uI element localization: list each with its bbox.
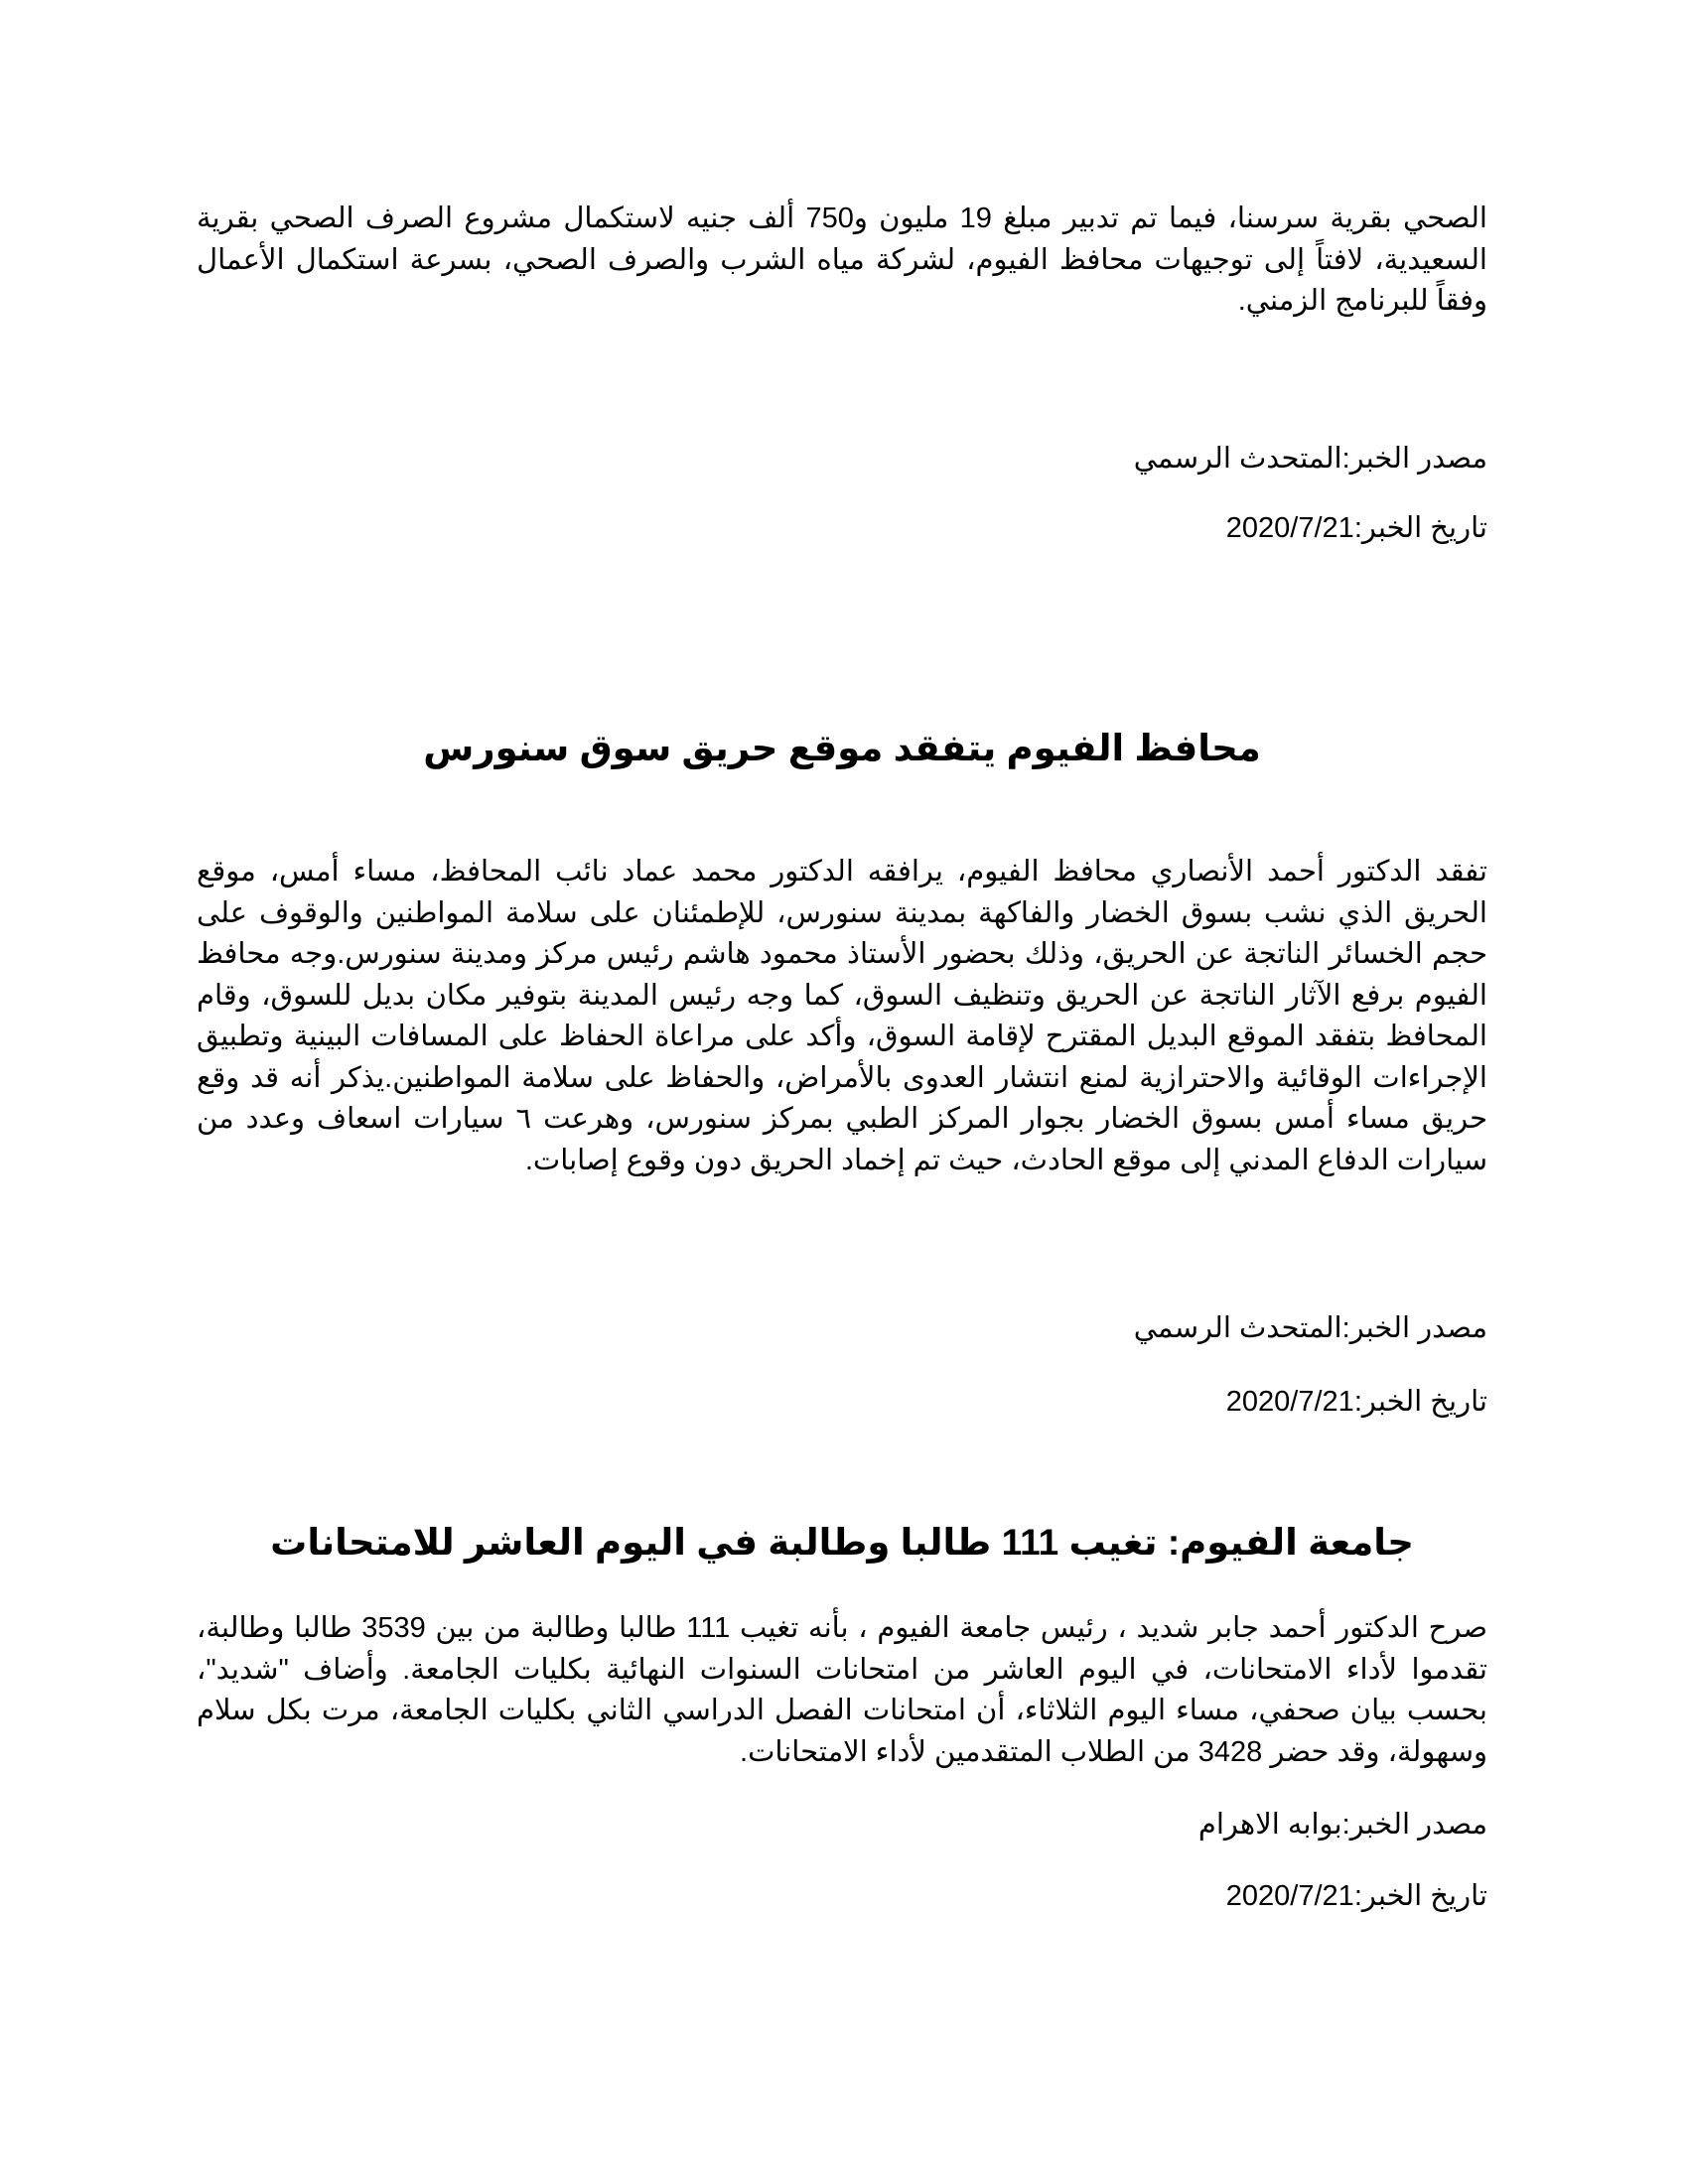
article1-date [197, 1382, 1487, 1423]
article2-date [197, 1876, 1487, 1917]
article2-source-text: مصدر الخبر:بوابه الاهرام [1197, 1809, 1487, 1841]
document-page [197, 0, 1487, 2184]
intro-date-text: تاريخ الخبر:2020/7/21 [1225, 512, 1487, 544]
intro-source-text: مصدر الخبر:المتحدث الرسمي [1133, 443, 1487, 475]
article2-body: صرح الدكتور أحمد جابر شديد ، رئيس جامعة الفيوم ، بأنه تغيب 111 طالبا وطالبة من بين 3539 طالبا وطالبة، تقدموا لأداء الامتحانات، في اليوم العاشر من امتحانات السنوات النهائية بكليات الجامعة. وأضاف "شديد"، بحسب بيان صحفي، مساء اليوم الثلاثاء، أن امتحانات الفصل الدراسي الثاني بكليات الجامعة، مرت بكل سلام وسهولة، وقد حضر 3428 من الطلاب المتقدمين لأداء الامتحانات. [197, 1612, 1487, 1768]
article1-title: محافظ الفيوم يتفقد موقع حريق سوق سنورس [423, 728, 1261, 768]
article2-date-text: تاريخ الخبر:2020/7/21 [1225, 1880, 1487, 1912]
article1-body: تفقد الدكتور أحمد الأنصاري محافظ الفيوم، يرافقه الدكتور محمد عماد نائب المحافظ، مساء أمس، موقع الحريق الذي نشب بسوق الخضار والفاكهة بمدينة سنورس، للإطمئنان على سلامة المواطنين والوقوف على حجم الخسائر الناتجة عن الحريق، وذلك بحضور الأستاذ محمود هاشم رئيس مركز ومدينة سنورس.وجه محافظ الفيوم برفع الآثار الناتجة عن الحريق وتنظيف السوق، كما وجه رئيس المدينة بتوفير مكان بديل للسوق، وقام المحافظ بتفقد الموقع البديل المقترح لإقامة السوق، وأكد على مراعاة الحفاظ على المسافات البينية وتطبيق الإجراءات الوقائية والاحترازية لمنع انتشار العدوى بالأمراض، والحفاظ على سلامة المواطنين.يذكر أنه قد وقع حريق مساء أمس بسوق الخضار بجوار المركز الطبي بمركز سنورس، وهرعت ٦ سيارات اسعاف وعدد من سيارات الدفاع المدني إلى موقع الحادث، حيث تم إخماد الحريق دون وقوع إصابات. [197, 856, 1488, 1176]
article1-source-text: مصدر الخبر:المتحدث الرسمي [1133, 1312, 1487, 1344]
intro-source [197, 439, 1487, 479]
article1-date-text: تاريخ الخبر:2020/7/21 [1225, 1386, 1487, 1418]
article2-source [197, 1805, 1487, 1845]
intro-paragraph: الصحي بقرية سرسنا، فيما تم تدبير مبلغ 19 مليون و750 ألف جنيه لاستكمال مشروع الصرف الصحي بقرية السعيدية، لافتاً إلى توجيهات محافظ الفيوم، لشركة مياه الشرب والصرف الصحي، بسرعة استكمال الأعمال وفقاً للبرنامج الزمني. [197, 203, 1487, 317]
article2-title: جامعة الفيوم: تغيب 111 طالبا وطالبة في اليوم العاشر للامتحانات [270, 1522, 1414, 1563]
article1-source [197, 1308, 1487, 1349]
intro-date [197, 508, 1487, 549]
